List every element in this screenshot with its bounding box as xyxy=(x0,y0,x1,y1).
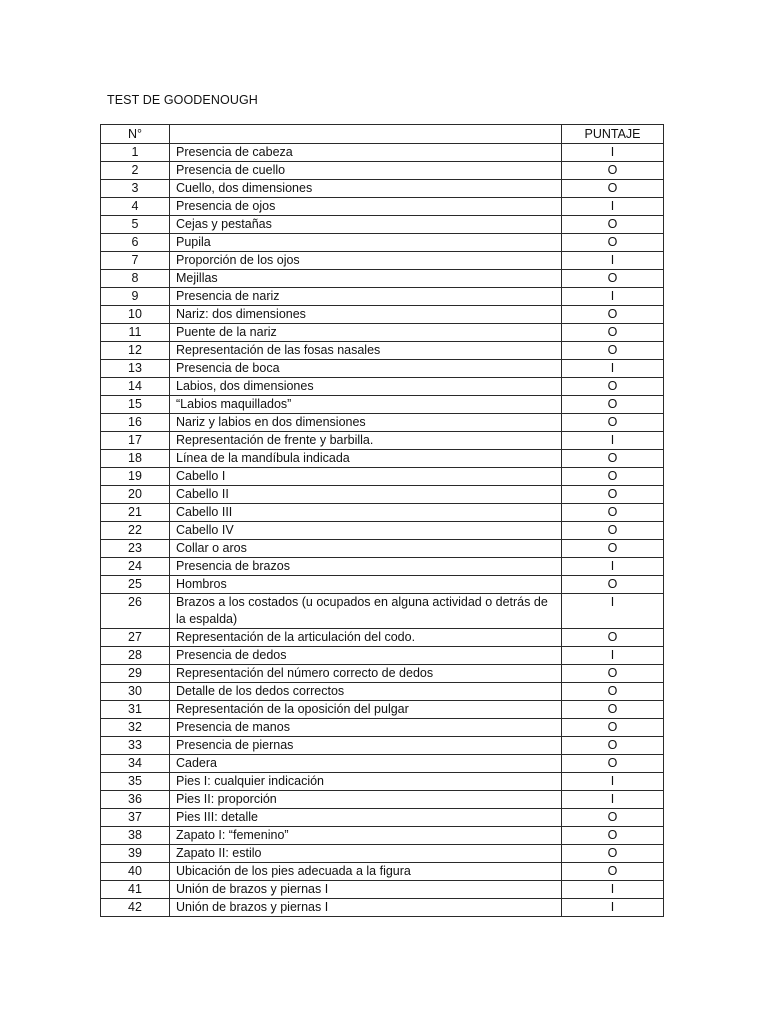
row-item: “Labios maquillados” xyxy=(170,396,562,414)
header-item xyxy=(170,125,562,144)
page-title: TEST DE GOODENOUGH xyxy=(107,93,258,107)
row-item: Zapato II: estilo xyxy=(170,845,562,863)
row-score: I xyxy=(562,288,664,306)
row-score: O xyxy=(562,522,664,540)
row-item: Collar o aros xyxy=(170,540,562,558)
row-number: 34 xyxy=(101,755,170,773)
row-number: 17 xyxy=(101,432,170,450)
row-number: 16 xyxy=(101,414,170,432)
row-score: I xyxy=(562,791,664,809)
row-score: O xyxy=(562,216,664,234)
row-number: 23 xyxy=(101,540,170,558)
row-item: Representación de frente y barbilla. xyxy=(170,432,562,450)
row-score: I xyxy=(562,881,664,899)
row-score: O xyxy=(562,180,664,198)
row-score: O xyxy=(562,719,664,737)
row-number: 9 xyxy=(101,288,170,306)
row-item: Zapato I: “femenino” xyxy=(170,827,562,845)
row-number: 40 xyxy=(101,863,170,881)
row-number: 1 xyxy=(101,144,170,162)
row-score: O xyxy=(562,755,664,773)
row-number: 18 xyxy=(101,450,170,468)
row-number: 38 xyxy=(101,827,170,845)
row-score: O xyxy=(562,737,664,755)
row-item: Presencia de manos xyxy=(170,719,562,737)
table-row xyxy=(101,342,664,360)
row-item: Presencia de dedos xyxy=(170,647,562,665)
row-score: O xyxy=(562,378,664,396)
table-row xyxy=(101,270,664,288)
table-row xyxy=(101,162,664,180)
row-number: 42 xyxy=(101,899,170,917)
row-number: 12 xyxy=(101,342,170,360)
row-item: Puente de la nariz xyxy=(170,324,562,342)
row-score: I xyxy=(562,773,664,791)
row-item: Hombros xyxy=(170,576,562,594)
row-score: O xyxy=(562,809,664,827)
row-item: Presencia de nariz xyxy=(170,288,562,306)
row-item: Cabello IV xyxy=(170,522,562,540)
row-item: Proporción de los ojos xyxy=(170,252,562,270)
table-row xyxy=(101,486,664,504)
table-row xyxy=(101,791,664,809)
row-item: Presencia de boca xyxy=(170,360,562,378)
row-score: O xyxy=(562,234,664,252)
row-number: 24 xyxy=(101,558,170,576)
table-row xyxy=(101,576,664,594)
row-item: Cuello, dos dimensiones xyxy=(170,180,562,198)
row-item: Línea de la mandíbula indicada xyxy=(170,450,562,468)
table-row xyxy=(101,647,664,665)
row-number: 36 xyxy=(101,791,170,809)
row-item: Representación de las fosas nasales xyxy=(170,342,562,360)
row-score: O xyxy=(562,270,664,288)
table-row xyxy=(101,306,664,324)
row-number: 27 xyxy=(101,629,170,647)
row-number: 29 xyxy=(101,665,170,683)
row-item: Presencia de cuello xyxy=(170,162,562,180)
row-number: 33 xyxy=(101,737,170,755)
row-item: Ubicación de los pies adecuada a la figura xyxy=(170,863,562,881)
table-row xyxy=(101,665,664,683)
row-number: 6 xyxy=(101,234,170,252)
row-score: O xyxy=(562,863,664,881)
table-row xyxy=(101,719,664,737)
row-item: Nariz: dos dimensiones xyxy=(170,306,562,324)
table-row xyxy=(101,540,664,558)
row-item: Nariz y labios en dos dimensiones xyxy=(170,414,562,432)
table-row xyxy=(101,252,664,270)
row-item: Labios, dos dimensiones xyxy=(170,378,562,396)
row-number: 8 xyxy=(101,270,170,288)
row-score: O xyxy=(562,414,664,432)
row-item: Representación del número correcto de dedos xyxy=(170,665,562,683)
row-score: O xyxy=(562,629,664,647)
row-item: Cadera xyxy=(170,755,562,773)
goodenough-score-table xyxy=(100,124,664,917)
row-score: I xyxy=(562,899,664,917)
row-number: 25 xyxy=(101,576,170,594)
table-row xyxy=(101,288,664,306)
header-number: N° xyxy=(101,125,170,144)
row-item: Pupila xyxy=(170,234,562,252)
table-row xyxy=(101,450,664,468)
row-number: 4 xyxy=(101,198,170,216)
table-row xyxy=(101,755,664,773)
table-row xyxy=(101,773,664,791)
row-number: 5 xyxy=(101,216,170,234)
header-score: PUNTAJE xyxy=(562,125,664,144)
row-item: Representación de la articulación del codo. xyxy=(170,629,562,647)
row-number: 30 xyxy=(101,683,170,701)
row-number: 31 xyxy=(101,701,170,719)
row-number: 20 xyxy=(101,486,170,504)
table-row xyxy=(101,522,664,540)
row-number: 14 xyxy=(101,378,170,396)
row-score: I xyxy=(562,647,664,665)
row-number: 11 xyxy=(101,324,170,342)
row-number: 22 xyxy=(101,522,170,540)
row-score: O xyxy=(562,162,664,180)
row-number: 37 xyxy=(101,809,170,827)
row-item: Representación de la oposición del pulgar xyxy=(170,701,562,719)
row-score: O xyxy=(562,540,664,558)
row-score: O xyxy=(562,701,664,719)
table-row xyxy=(101,845,664,863)
row-item: Detalle de los dedos correctos xyxy=(170,683,562,701)
row-number: 39 xyxy=(101,845,170,863)
row-number: 21 xyxy=(101,504,170,522)
table-row xyxy=(101,558,664,576)
table-row xyxy=(101,629,664,647)
table-row xyxy=(101,701,664,719)
row-item: Mejillas xyxy=(170,270,562,288)
row-item: Presencia de ojos xyxy=(170,198,562,216)
row-number: 10 xyxy=(101,306,170,324)
row-score: I xyxy=(562,432,664,450)
row-number: 41 xyxy=(101,881,170,899)
table-row xyxy=(101,863,664,881)
table-header-row xyxy=(101,125,664,144)
row-score: O xyxy=(562,306,664,324)
table-row xyxy=(101,683,664,701)
row-score: I xyxy=(562,558,664,576)
row-number: 7 xyxy=(101,252,170,270)
row-score: I xyxy=(562,252,664,270)
table-row xyxy=(101,234,664,252)
table-row xyxy=(101,809,664,827)
table-row xyxy=(101,737,664,755)
row-score: O xyxy=(562,504,664,522)
row-number: 19 xyxy=(101,468,170,486)
row-item: Cabello III xyxy=(170,504,562,522)
row-item: Pies III: detalle xyxy=(170,809,562,827)
table-row xyxy=(101,180,664,198)
table-row xyxy=(101,360,664,378)
table-body xyxy=(101,144,664,917)
table-row xyxy=(101,378,664,396)
row-score: O xyxy=(562,576,664,594)
table-row xyxy=(101,198,664,216)
row-score: O xyxy=(562,665,664,683)
row-score: O xyxy=(562,342,664,360)
row-item: Pies II: proporción xyxy=(170,791,562,809)
row-score: I xyxy=(562,594,664,629)
row-number: 13 xyxy=(101,360,170,378)
row-number: 26 xyxy=(101,594,170,629)
table-row xyxy=(101,504,664,522)
row-score: I xyxy=(562,360,664,378)
table-row xyxy=(101,881,664,899)
table-row xyxy=(101,144,664,162)
table-row xyxy=(101,827,664,845)
table-row xyxy=(101,324,664,342)
row-number: 15 xyxy=(101,396,170,414)
table-row xyxy=(101,396,664,414)
table-row xyxy=(101,216,664,234)
row-score: O xyxy=(562,324,664,342)
row-number: 32 xyxy=(101,719,170,737)
table-row xyxy=(101,899,664,917)
row-item: Cabello I xyxy=(170,468,562,486)
table-row xyxy=(101,432,664,450)
row-number: 28 xyxy=(101,647,170,665)
table-row xyxy=(101,594,664,629)
row-score: O xyxy=(562,827,664,845)
row-score: O xyxy=(562,450,664,468)
row-item: Brazos a los costados (u ocupados en alguna actividad o detrás de la espalda) xyxy=(170,594,562,629)
row-item: Cabello II xyxy=(170,486,562,504)
row-number: 3 xyxy=(101,180,170,198)
row-item: Cejas y pestañas xyxy=(170,216,562,234)
row-score: O xyxy=(562,396,664,414)
row-score: O xyxy=(562,468,664,486)
row-score: I xyxy=(562,198,664,216)
row-score: I xyxy=(562,144,664,162)
row-item: Presencia de piernas xyxy=(170,737,562,755)
row-item: Unión de brazos y piernas I xyxy=(170,899,562,917)
row-item: Presencia de brazos xyxy=(170,558,562,576)
row-score: O xyxy=(562,486,664,504)
row-number: 35 xyxy=(101,773,170,791)
row-score: O xyxy=(562,683,664,701)
row-item: Presencia de cabeza xyxy=(170,144,562,162)
row-item: Unión de brazos y piernas I xyxy=(170,881,562,899)
row-item: Pies I: cualquier indicación xyxy=(170,773,562,791)
table-row xyxy=(101,414,664,432)
table-row xyxy=(101,468,664,486)
row-number: 2 xyxy=(101,162,170,180)
row-score: O xyxy=(562,845,664,863)
